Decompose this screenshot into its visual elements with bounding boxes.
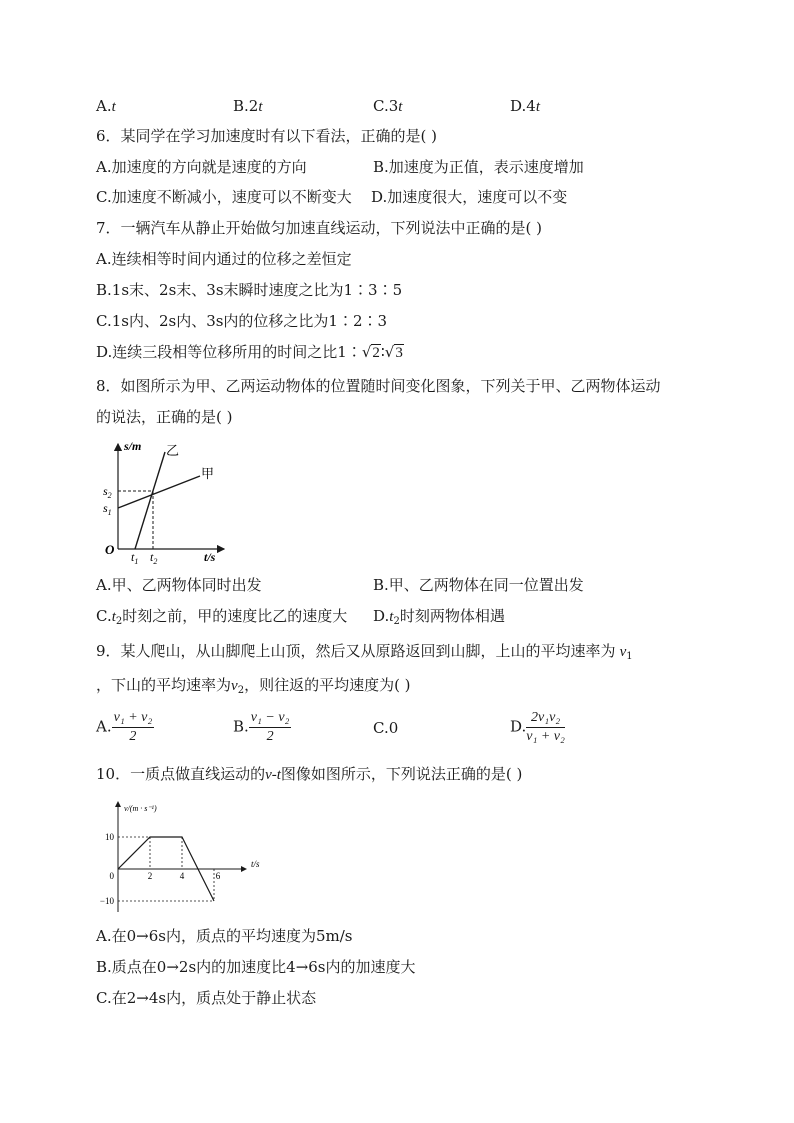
y-tick-label: 10 [105, 832, 114, 842]
q6-option-a: A.加速度的方向就是速度的方向 [96, 158, 307, 176]
x-tick-label: 2 [147, 871, 153, 881]
s2-label: $s_2$ [103, 484, 112, 500]
q9-option-c: C.0 [373, 719, 399, 737]
y-axis-label: v/(m · s⁻¹) [124, 804, 157, 813]
x-tick-label: 6 [215, 871, 221, 881]
q5-option-c: C.3t [373, 97, 403, 115]
q8-option-a: A.甲、乙两物体同时出发 [96, 576, 262, 594]
q7-option-d: D.连续三段相等位移所用的时间之比1∶√2∶√3 [96, 343, 403, 361]
q7-option-a: A.连续相等时间内通过的位移之差恒定 [96, 250, 352, 268]
line-jia [118, 476, 200, 508]
q8-option-d: $D.t_2$时刻两物体相遇 [373, 607, 505, 627]
y-tick-label: −10 [99, 896, 114, 906]
q8-option-b: B.甲、乙两物体在同一位置出发 [373, 576, 584, 594]
q7-stem: 7．一辆汽车从静止开始做匀加速直线运动，下列说法中正确的是( ) [96, 219, 543, 237]
q10-option-c: C.在2→4s内，质点处于静止状态 [96, 989, 317, 1007]
sqrt-2: √2 [361, 343, 380, 361]
q6-stem: 6．某同学在学习加速度时有以下看法，正确的是( ) [96, 127, 438, 145]
q9-option-a: A. $\frac{\text{v₁ + v₂}}{2}$ [96, 710, 153, 744]
q10-option-a: A.在0→6s内，质点的平均速度为5m/s [96, 927, 353, 945]
q10-option-b: B.质点在0→2s内的加速度比4→6s内的加速度大 [96, 958, 416, 976]
q6-option-b: B.加速度为正值，表示速度增加 [373, 158, 584, 176]
t1-label: $t_1$ [131, 550, 139, 566]
q7-option-c: C.1s内、2s内、3s内的位移之比为1∶2∶3 [96, 312, 388, 330]
q9-option-d: D. $\frac{\text{2v₁v₂}}{\text{v₁ + v₂}}$ [510, 710, 565, 744]
q8-position-time-graph [100, 438, 230, 566]
q6-option-c: C.加速度不断减小，速度可以不断变大 [96, 188, 352, 206]
q6-option-d: D.加速度很大，速度可以不变 [371, 188, 568, 206]
q8-option-c: $C.t_2$时刻之前，甲的速度比乙的速度大 [96, 607, 348, 627]
q10-velocity-time-graph [96, 797, 276, 917]
q5-option-a: A.t [96, 97, 116, 115]
x-axis-label: t/s [251, 859, 260, 869]
label-jia: 甲 [201, 466, 215, 481]
label-yi: 乙 [166, 443, 180, 458]
t2-label: $t_2$ [150, 550, 158, 566]
q9-option-b: B. $\frac{\text{v₁ − v₂}}{2}$ [233, 710, 290, 744]
q8-stem-line2: 的说法，正确的是( ) [96, 408, 233, 426]
q9-stem-line1: 9．某人爬山，从山脚爬上山顶，然后又从原路返回到山脚，上山的平均速率为 $v_1$ [96, 642, 633, 662]
y-tick-label: 0 [109, 871, 114, 881]
q5-option-b: B.2t [233, 97, 263, 115]
sqrt-3: √3 [384, 343, 403, 361]
origin-label: O [105, 542, 115, 557]
x-axis-label: t/s [204, 550, 216, 564]
q8-stem-line1: 8．如图所示为甲、乙两运动物体的位置随时间变化图象，下列关于甲、乙两物体运动 [96, 377, 661, 395]
q9-stem-line2: ，下山的平均速率为$v_2$，则往返的平均速度为( ) [96, 676, 411, 696]
line-yi [135, 452, 165, 549]
y-axis-label: s/m [124, 439, 142, 453]
s1-label: $s_1$ [103, 501, 112, 517]
x-tick-label: 4 [179, 871, 185, 881]
q7-option-b: B.1s末、2s末、3s末瞬时速度之比为1∶3∶5 [96, 281, 403, 299]
q5-option-d: D.4t [510, 97, 540, 115]
q10-stem: 10．一质点做直线运动的v-t图像如图所示，下列说法正确的是( ) [96, 765, 523, 783]
